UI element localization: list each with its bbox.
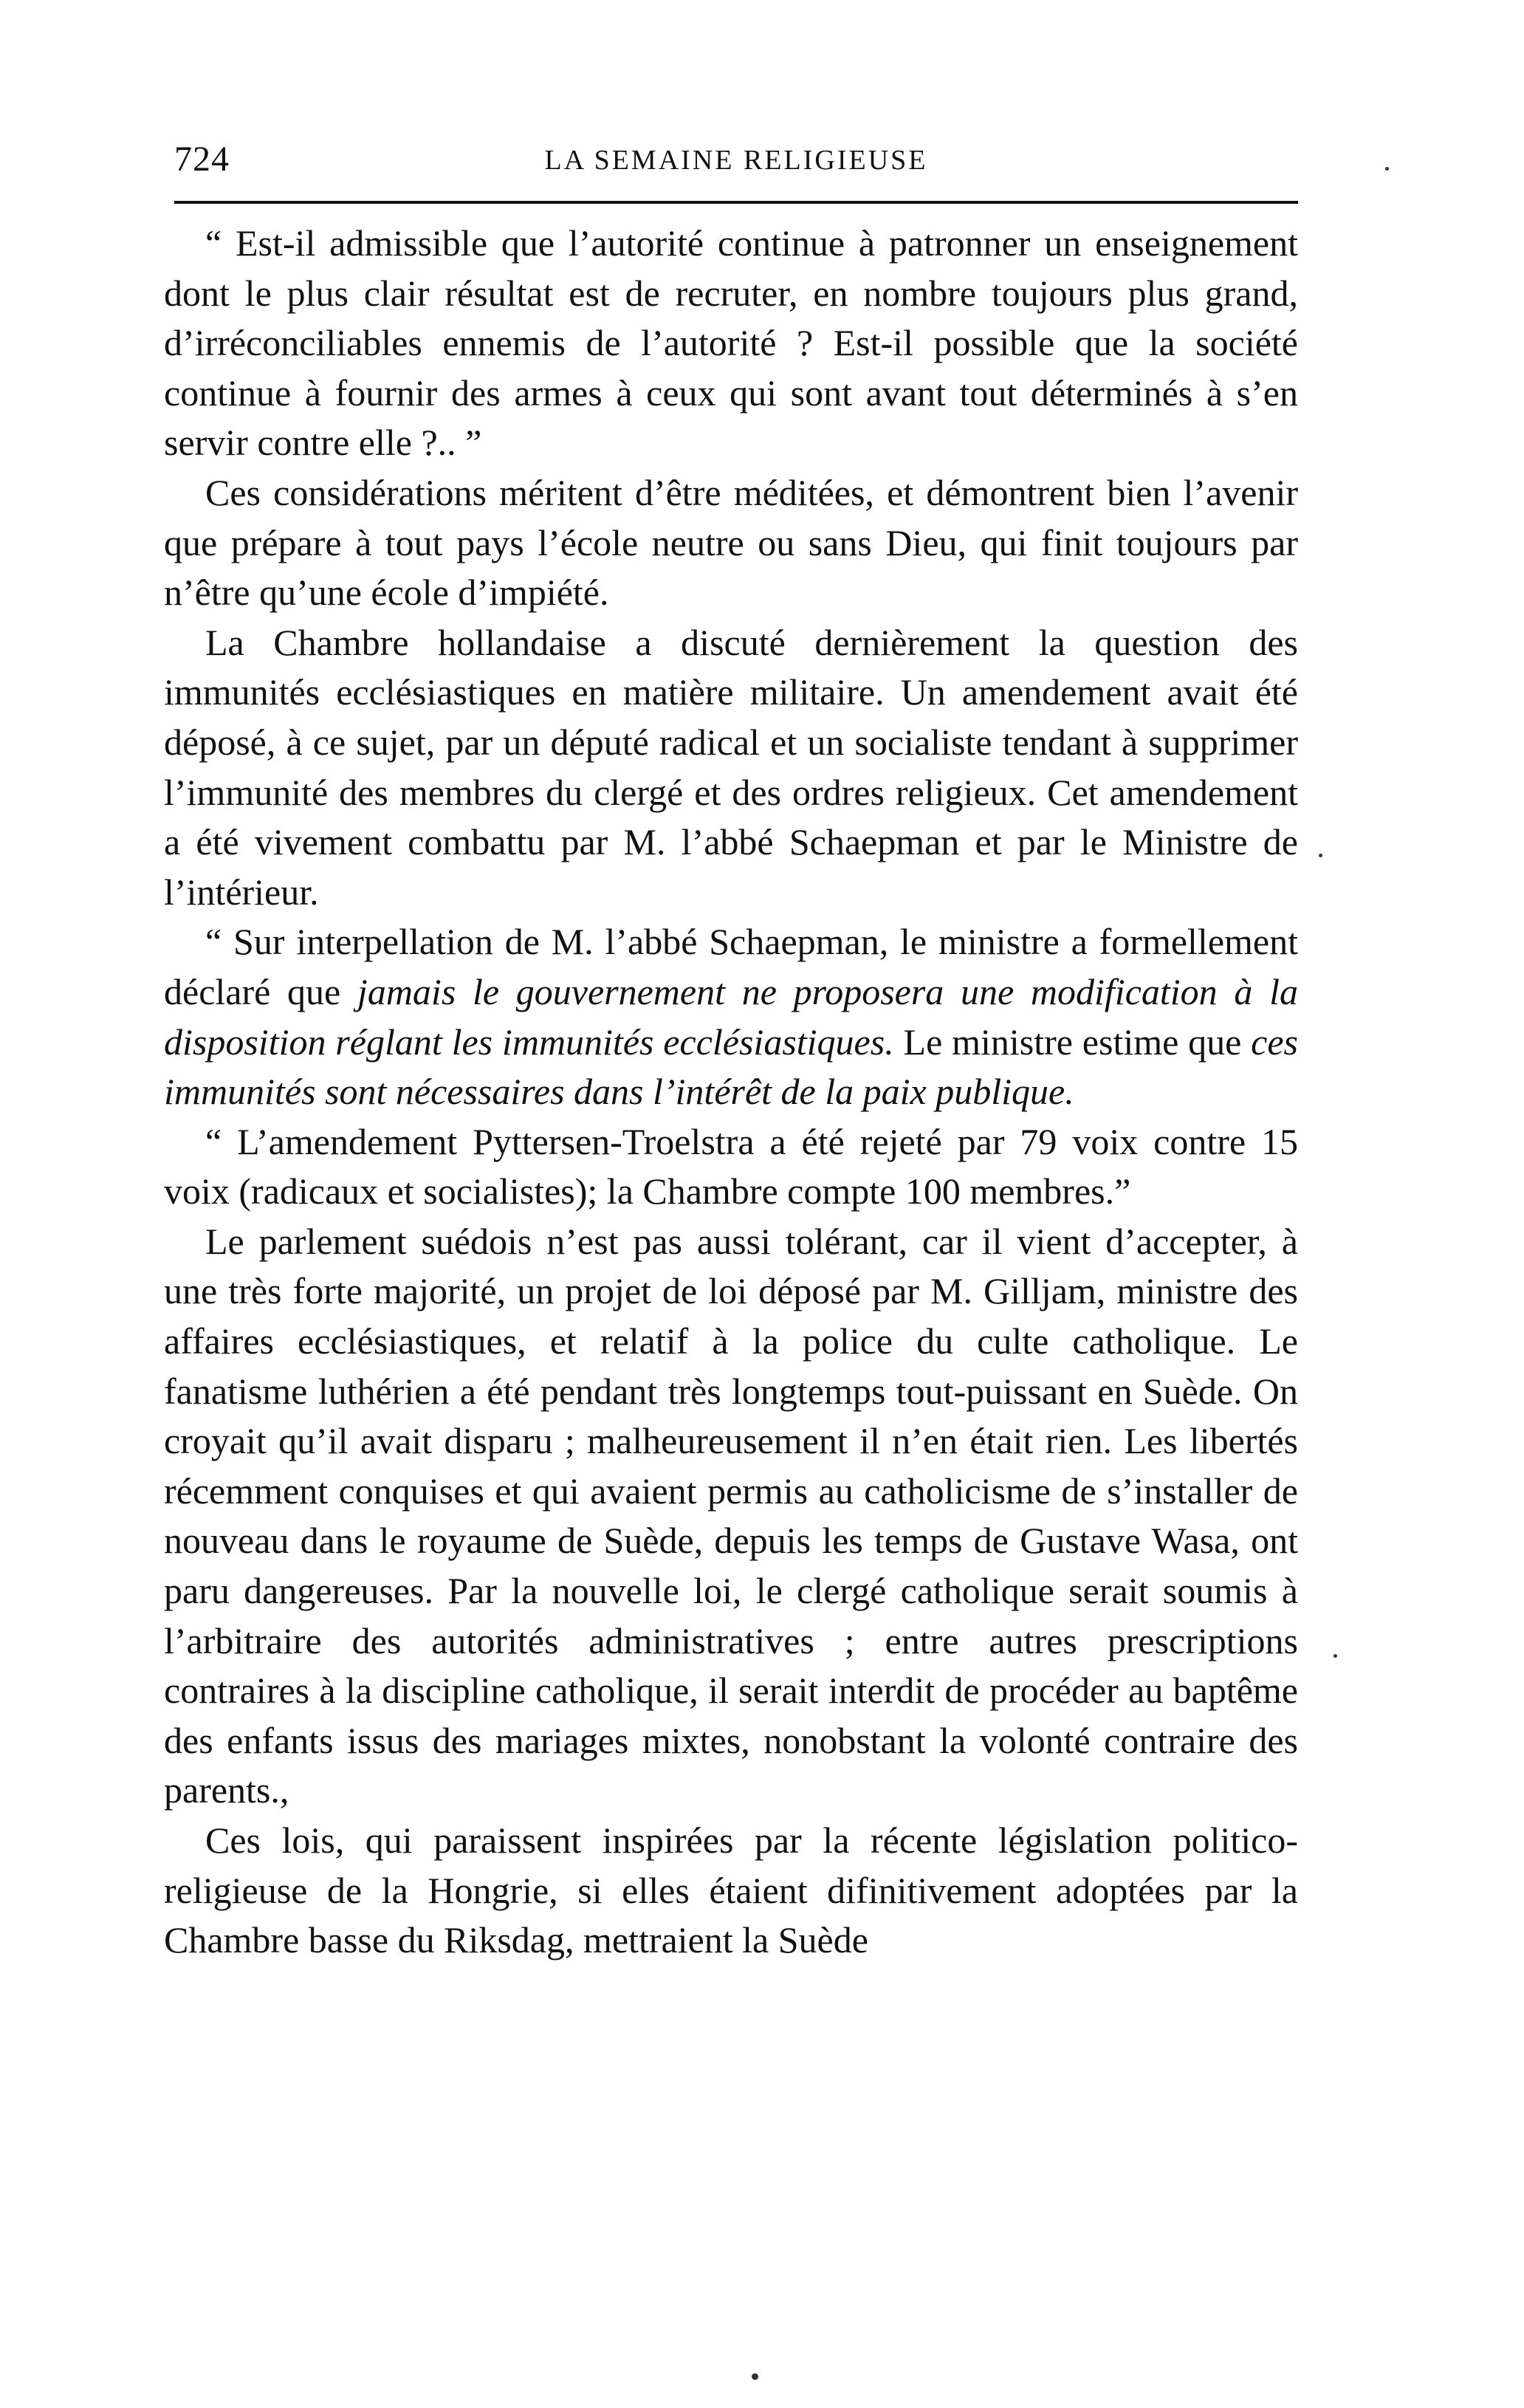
paragraph-text: Ces considérations méritent d’être méditées, et démontrent bien l’avenir que prépare à tout pays l’école neutre ou sans Dieu, qui finit toujours par n’être qu’une école d’impiété. xyxy=(164,471,1298,614)
paragraph-text: Le parlement suédois n’est pas aussi tolérant, car il vient d’accepter, à une très forte majorité, un projet de loi déposé par M. Gilljam, ministre des affaires ecclésiastiques, et relatif à la police du culte catholique. Le fanatisme luthérien a été pendant très longtemps tout-puissant en Suède. On croyait qu’il avait disparu ; malheureusement il n’en était rien. Les libertés récemment conquises et qui avaient permis au catholicisme de s’installer de nouveau dans le royaume de Suède, depuis les temps de Gustave Wasa, ont paru dangereuses. Par la nouvelle loi, le clergé catholique serait soumis à l’arbitraire des autorités administratives ; entre autres prescriptions contraires à la discipline catholique, il serait interdit de procéder au baptême des enfants issus des mariages mixtes, nonobstant la volonté contraire des parents., xyxy=(164,1220,1298,1811)
paragraph xyxy=(164,917,1298,1116)
paragraph-text: Ces lois, qui paraissent inspirées par la récente législation politico-religieuse de la Hongrie, si elles étaient difinitivement adoptées par la Chambre basse du Riksdag, mettraient la Suède xyxy=(164,1819,1298,1961)
scan-speck xyxy=(1334,1654,1337,1658)
paragraph xyxy=(164,618,1298,918)
italic-text: jamais le gouvernement ne proposera une modification à la disposition réglant les immunités ecclésiastiques. xyxy=(164,970,1298,1063)
paragraph-text: Le ministre estime que xyxy=(893,1021,1252,1063)
paragraph xyxy=(164,219,1298,468)
paragraph-text: La Chambre hollandaise a discuté dernièrement la question des immunités ecclésiastiques en matière militaire. Un amendement avait été déposé, à ce sujet, par un député radical et un socialiste tendant à supprimer l’immunité des membres du clergé et des ordres religieux. Cet amendement a été vivement combattu par M. l’abbé Schaepman et par le Ministre de l’intérieur. xyxy=(164,621,1298,913)
paragraph xyxy=(164,1217,1298,1816)
italic-text: ces immunités sont nécessaires dans l’intérêt de la paix publique. xyxy=(164,1021,1299,1113)
running-title: LA SEMAINE RELIGIEUSE xyxy=(544,145,928,176)
page-number: 724 xyxy=(174,140,230,179)
paragraph xyxy=(164,1816,1298,1966)
paragraph-text: “ Sur interpellation de M. l’abbé Schaepman, le ministre a formellement déclaré que xyxy=(164,921,1298,1012)
body-text xyxy=(164,219,1298,1966)
paragraph-text: “ L’amendement Pyttersen-Troelstra a été rejeté par 79 voix contre 15 voix (radicaux et socialistes); la Chambre compte 100 membres.” xyxy=(164,1120,1298,1212)
paragraph-text: “ Est-il admissible que l’autorité continue à patronner un enseignement dont le plus clair résultat est de recruter, en nombre toujours plus grand, d’irréconciliables ennemis de l’autorité ? Est-il possible que la société continue à fournir des armes à ceux qui sont avant tout déterminés à s’en servir contre elle ?.. ” xyxy=(164,222,1298,464)
page-header xyxy=(174,137,1298,182)
paragraph xyxy=(164,468,1298,618)
scan-speck xyxy=(1385,167,1389,171)
paragraph xyxy=(164,1117,1298,1217)
scan-speck xyxy=(1319,854,1322,857)
header-rule xyxy=(174,201,1298,204)
scan-speck xyxy=(752,2373,758,2380)
